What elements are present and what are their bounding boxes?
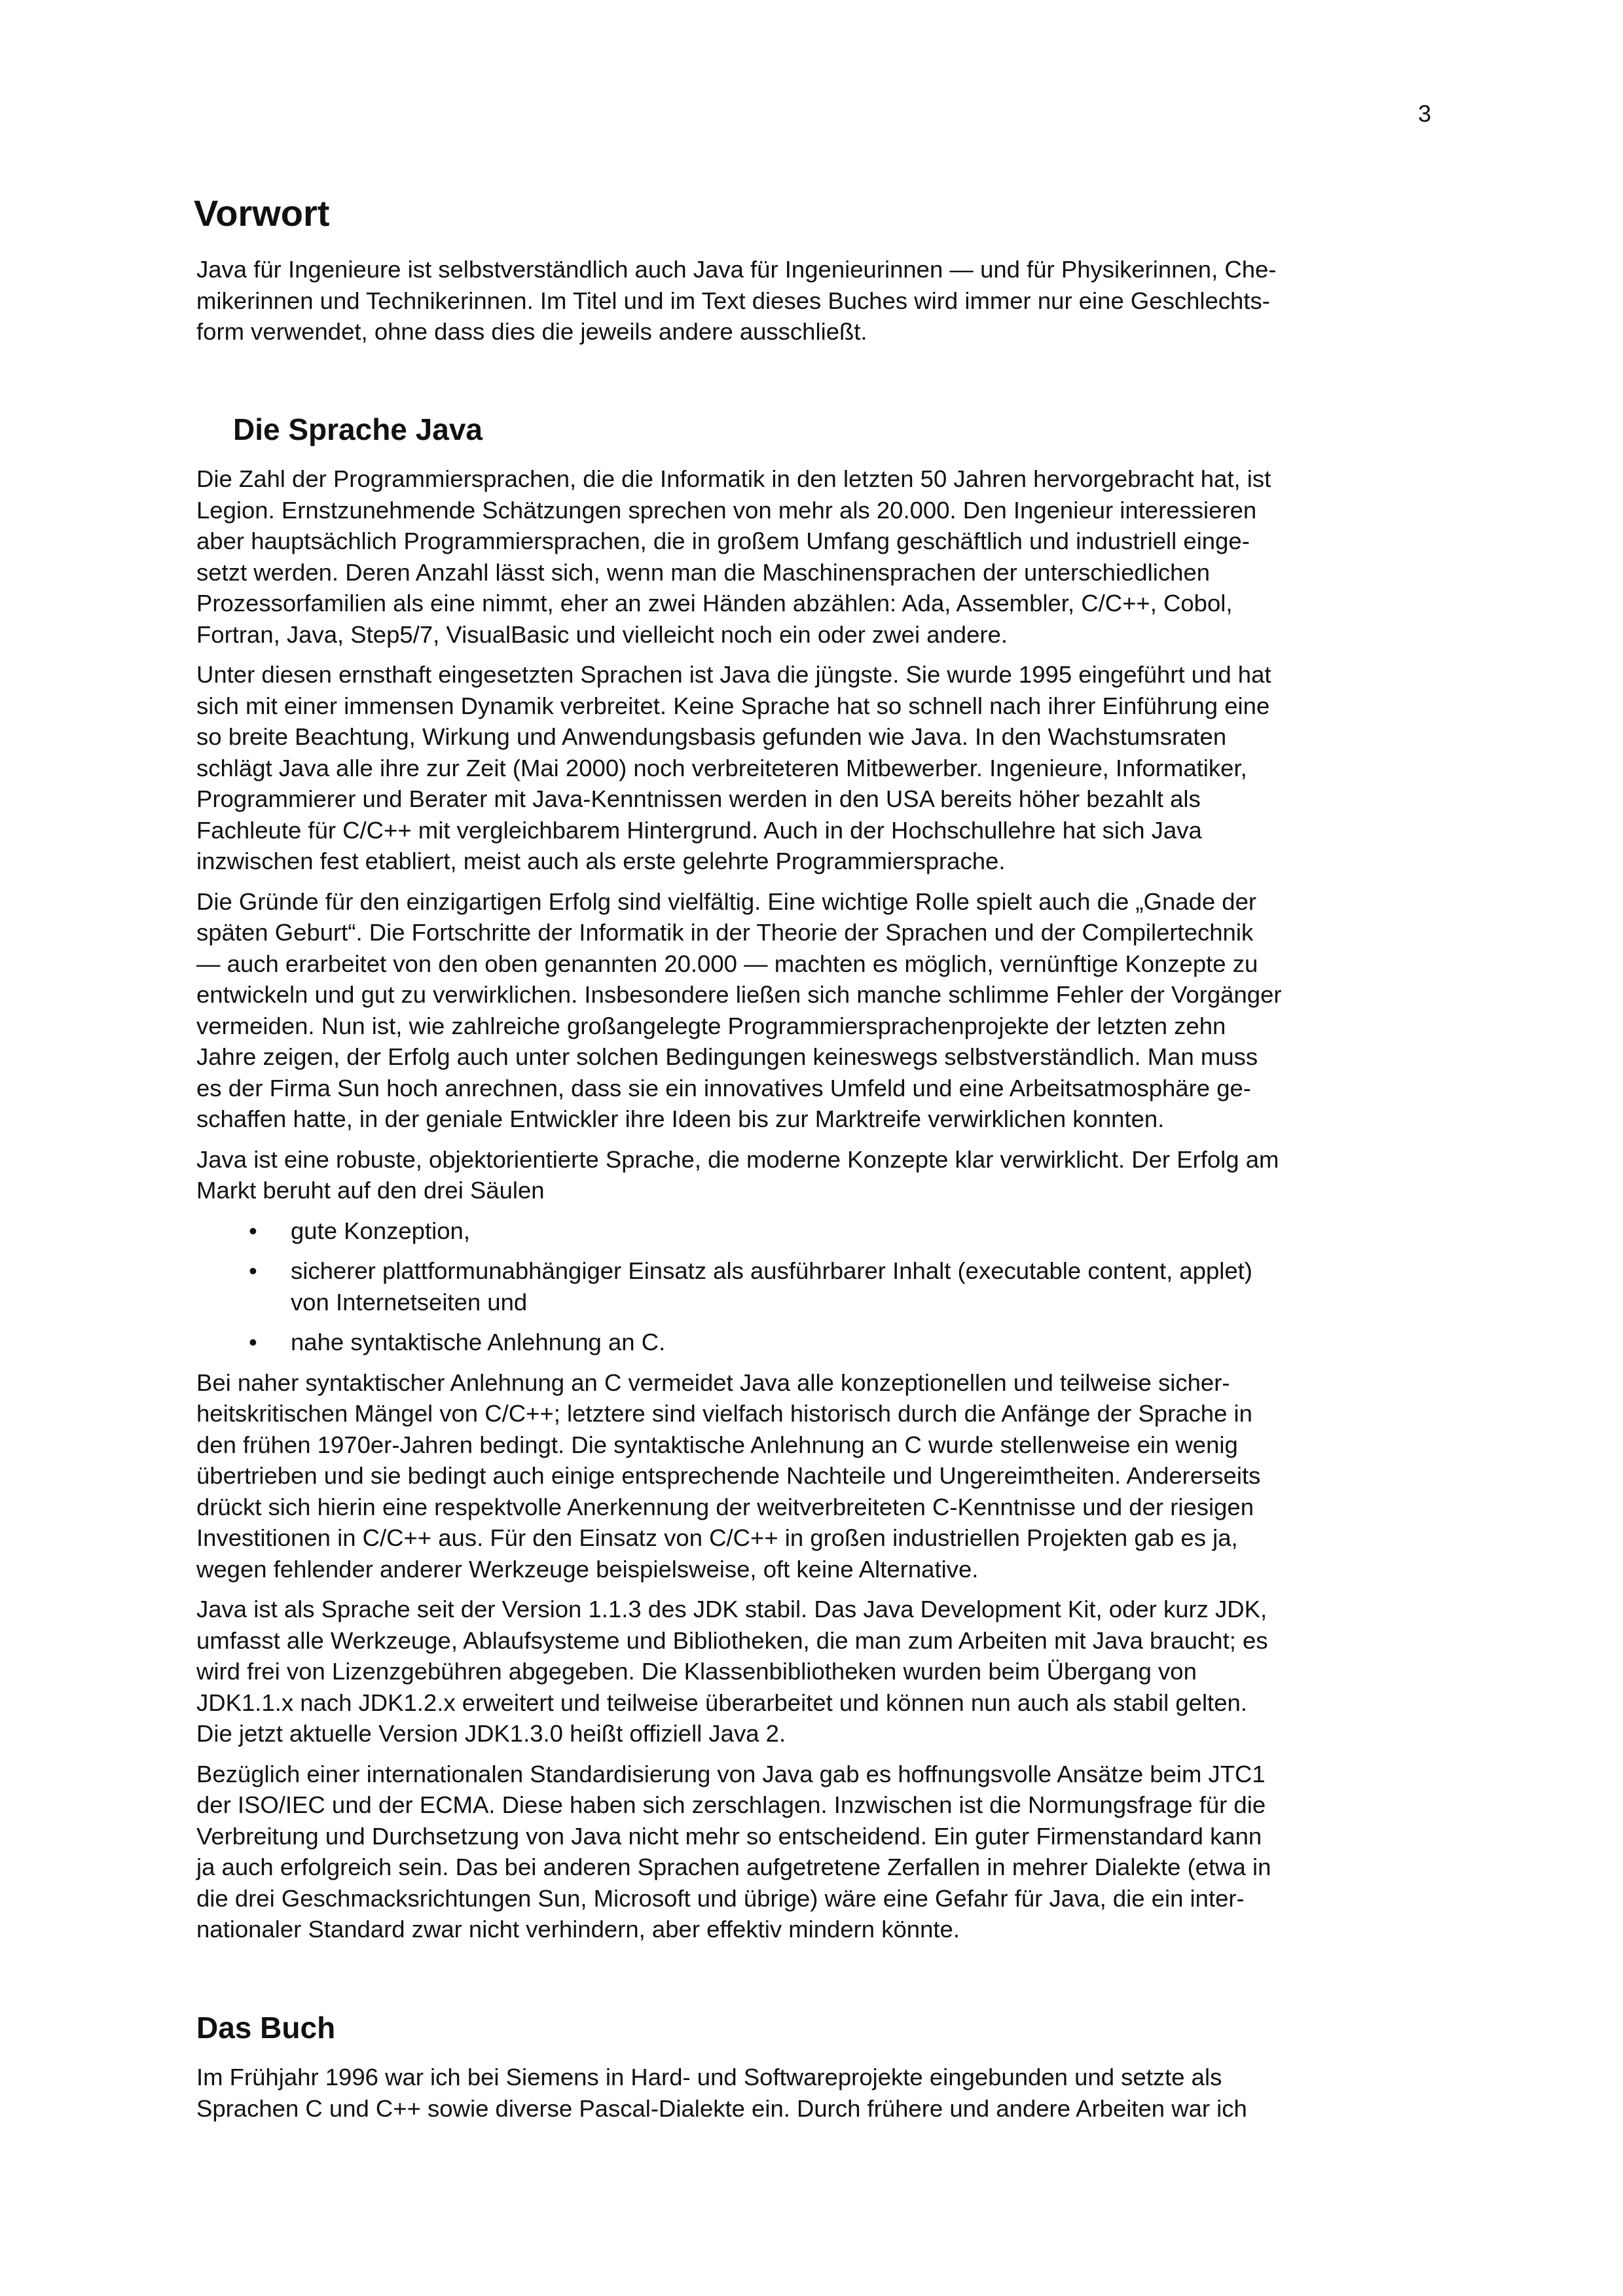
line: JDK1.1.x nach JDK1.2.x erweitert und teilweise überarbeitet und können nun auch als stabil gelten. bbox=[196, 1689, 1247, 1716]
paragraph-sprache-5 bbox=[196, 1367, 1440, 1585]
bullet-list-saeulen bbox=[196, 1215, 1440, 1358]
line: Programmierer und Berater mit Java-Kenntnissen werden in den USA bereits höher bezahlt als bbox=[196, 785, 1201, 812]
line: wird frei von Lizenzgebühren abgegeben. Die Klassenbibliotheken wurden beim Übergang von bbox=[196, 1658, 1197, 1685]
heading-das-buch: Das Buch bbox=[196, 2011, 336, 2045]
line: späten Geburt“. Die Fortschritte der Informatik in der Theorie der Sprachen und der Compilertechnik bbox=[196, 919, 1254, 946]
line: Verbreitung und Durchsetzung von Java nicht mehr so entscheidend. Ein guter Firmenstandard kann bbox=[196, 1822, 1262, 1850]
heading-die-sprache-java: Die Sprache Java bbox=[233, 412, 483, 446]
line: Unter diesen ernsthaft eingesetzten Sprachen ist Java die jüngste. Sie wurde 1995 eingeführt und hat bbox=[196, 661, 1271, 688]
line: umfasst alle Werkzeuge, Ablaufsysteme und Bibliotheken, die man zum Arbeiten mit Java braucht; es bbox=[196, 1626, 1268, 1654]
line: Sprachen C und C++ sowie diverse Pascal-Dialekte ein. Durch frühere und andere Arbeiten war ich bbox=[196, 2094, 1247, 2122]
line: übertrieben und sie bedingt auch einige entsprechende Nachteile und Ungereimtheiten. Andererseits bbox=[196, 1462, 1261, 1489]
paragraph-sprache-7 bbox=[196, 1759, 1440, 1945]
paragraph-sprache-4 bbox=[196, 1144, 1440, 1206]
section-die-sprache-java bbox=[196, 463, 1440, 1954]
line: sich mit einer immensen Dynamik verbreitet. Keine Sprache hat so schnell nach ihrer Einführung eine bbox=[196, 692, 1270, 719]
line: Jahre zeigen, der Erfolg auch unter solchen Bedingungen keineswegs selbstverständlich. Man muss bbox=[196, 1043, 1258, 1070]
line: so breite Beachtung, Wirkung und Anwendungsbasis gefunden wie Java. In den Wachstumsraten bbox=[196, 723, 1227, 750]
line: Bei naher syntaktischer Anlehnung an C vermeidet Java alle konzeptionellen und teilweise sicher- bbox=[196, 1369, 1230, 1396]
line: Java ist eine robuste, objektorientierte Sprache, die moderne Konzepte klar verwirklicht. Der Erfolg am bbox=[196, 1145, 1279, 1173]
line: gute Konzeption, bbox=[291, 1217, 470, 1244]
paragraph-sprache-2 bbox=[196, 659, 1440, 877]
section-vorwort bbox=[196, 254, 1440, 357]
bullet-icon: • bbox=[249, 1329, 257, 1355]
line: den frühen 1970er-Jahren bedingt. Die syntaktische Anlehnung an C wurde stellenweise ein wenig bbox=[196, 1431, 1238, 1458]
line: Fortran, Java, Step5/7, VisualBasic und vielleicht noch ein oder zwei andere. bbox=[196, 620, 1008, 648]
paragraph-buch-1 bbox=[196, 2062, 1440, 2124]
line: form verwendet, ohne dass dies die jeweils andere ausschließt. bbox=[196, 318, 867, 345]
line: Legion. Ernstzunehmende Schätzungen sprechen von mehr als 20.000. Den Ingenieur interessieren bbox=[196, 496, 1257, 524]
line: nahe syntaktische Anlehnung an C. bbox=[291, 1329, 666, 1355]
line: Die Zahl der Programmiersprachen, die die Informatik in den letzten 50 Jahren hervorgebracht hat, ist bbox=[196, 465, 1271, 492]
line: wegen fehlender anderer Werkzeuge beispielsweise, oft keine Alternative. bbox=[196, 1555, 979, 1583]
section-das-buch bbox=[196, 2062, 1440, 2133]
list-item bbox=[196, 1215, 1440, 1247]
line: drückt sich hierin eine respektvolle Anerkennung der weitverbreiteten C-Kenntnisse und der riesigen bbox=[196, 1493, 1254, 1520]
line: Markt beruht auf den drei Säulen bbox=[196, 1177, 545, 1204]
line: inzwischen fest etabliert, meist auch als erste gelehrte Programmiersprache. bbox=[196, 848, 1006, 874]
line: heitskritischen Mängel von C/C++; letztere sind vielfach historisch durch die Anfänge der Sprache in bbox=[196, 1400, 1252, 1427]
heading-vorwort: Vorwort bbox=[194, 192, 330, 234]
line: die drei Geschmacksrichtungen Sun, Microsoft und übrige) wäre eine Gefahr für Java, die ein inter- bbox=[196, 1884, 1245, 1912]
line: Bezüglich einer internationalen Standardisierung von Java gab es hoffnungsvolle Ansätze beim JTC1 bbox=[196, 1760, 1266, 1787]
line: aber hauptsächlich Programmiersprachen, die in großem Umfang geschäftlich und industriell einge- bbox=[196, 528, 1250, 554]
line: Java für Ingenieure ist selbstverständlich auch Java für Ingenieurinnen — und für Physikerinnen, Che- bbox=[196, 256, 1277, 283]
line: mikerinnen und Technikerinnen. Im Titel und im Text dieses Buches wird immer nur eine Geschlechts- bbox=[196, 287, 1270, 314]
paragraph-sprache-1 bbox=[196, 463, 1440, 650]
line: ja auch erfolgreich sein. Das bei anderen Sprachen aufgetretene Zerfallen in mehrer Dialekte (etwa in bbox=[196, 1854, 1271, 1880]
line: der ISO/IEC und der ECMA. Diese haben sich zerschlagen. Inzwischen ist die Normungsfrage für die bbox=[196, 1791, 1266, 1818]
line: vermeiden. Nun ist, wie zahlreiche großangelegte Programmiersprachenprojekte der letzten zehn bbox=[196, 1012, 1226, 1039]
line: entwickeln und gut zu verwirklichen. Insbesondere ließen sich manche schlimme Fehler der Vorgänger bbox=[196, 981, 1282, 1008]
line: nationaler Standard zwar nicht verhindern, aber effektiv mindern könnte. bbox=[196, 1916, 960, 1943]
paragraph-sprache-6 bbox=[196, 1594, 1440, 1749]
page-number: 3 bbox=[1418, 100, 1432, 127]
line: Java ist als Sprache seit der Version 1.1.3 des JDK stabil. Das Java Development Kit, oder kurz JDK, bbox=[196, 1596, 1267, 1623]
list-item bbox=[196, 1327, 1440, 1358]
line: Investitionen in C/C++ aus. Für den Einsatz von C/C++ in großen industriellen Projekten gab es ja, bbox=[196, 1524, 1238, 1551]
paragraph-sprache-3 bbox=[196, 886, 1440, 1135]
line: Die Gründe für den einzigartigen Erfolg sind vielfältig. Eine wichtige Rolle spielt auch die „Gnade der bbox=[196, 888, 1257, 915]
line: Im Frühjahr 1996 war ich bei Siemens in Hard- und Softwareprojekte eingebunden und setzte als bbox=[196, 2064, 1222, 2090]
line: Die jetzt aktuelle Version JDK1.3.0 heißt offiziell Java 2. bbox=[196, 1720, 786, 1747]
bullet-icon: • bbox=[249, 1257, 257, 1284]
line: von Internetseiten und bbox=[291, 1288, 528, 1316]
list-item bbox=[196, 1255, 1440, 1318]
line: setzt werden. Deren Anzahl lässt sich, wenn man die Maschinensprachen der unterschiedlichen bbox=[196, 558, 1211, 586]
line: schlägt Java alle ihre zur Zeit (Mai 2000) noch verbreiteteren Mitbewerber. Ingenieure, Informatiker, bbox=[196, 754, 1247, 781]
line: sicherer plattformunabhängiger Einsatz als ausführbarer Inhalt (executable content, applet) bbox=[291, 1257, 1252, 1284]
line: schaffen hatte, in der geniale Entwickler ihre Ideen bis zur Marktreife verwirklichen konnten. bbox=[196, 1105, 1165, 1132]
bullet-icon: • bbox=[249, 1217, 257, 1244]
line: Fachleute für C/C++ mit vergleichbarem Hintergrund. Auch in der Hochschullehre hat sich Java bbox=[196, 816, 1202, 844]
line: es der Firma Sun hoch anrechnen, dass sie ein innovatives Umfeld und eine Arbeitsatmosphäre ge- bbox=[196, 1074, 1251, 1102]
paragraph-vorwort bbox=[196, 254, 1440, 348]
line: — auch erarbeitet von den oben genannten 20.000 — machten es möglich, vernünftige Konzepte zu bbox=[196, 950, 1258, 977]
line: Prozessorfamilien als eine nimmt, eher an zwei Händen abzählen: Ada, Assembler, C/C++, Cobol, bbox=[196, 590, 1233, 617]
